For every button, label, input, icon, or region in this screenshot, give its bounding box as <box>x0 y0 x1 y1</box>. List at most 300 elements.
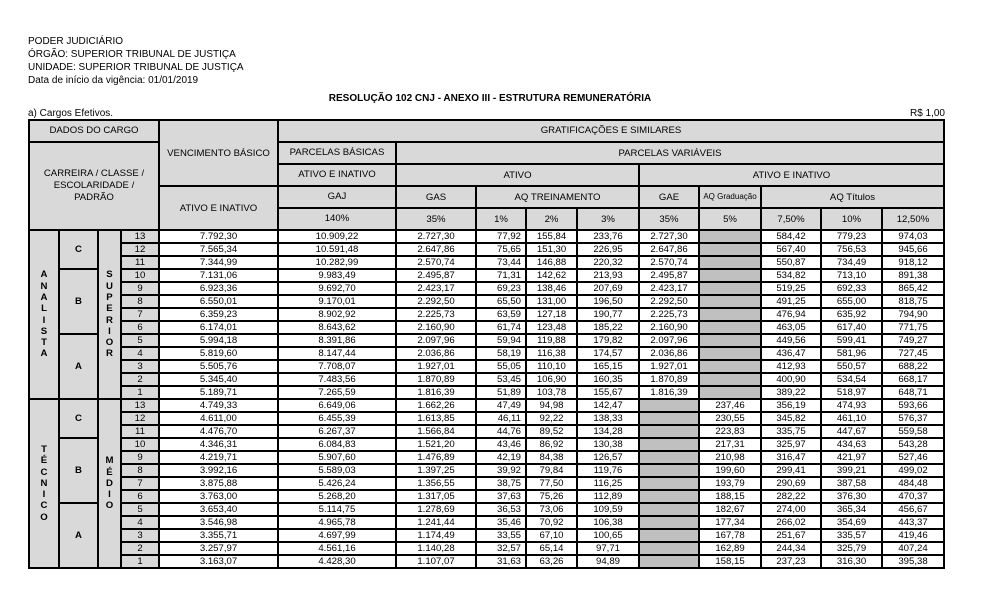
cell-gaj: 8.902,92 <box>278 308 396 321</box>
cell-t125: 576,37 <box>882 412 944 425</box>
cell-t10: 421,97 <box>821 451 882 464</box>
cell-t1: 53,45 <box>476 373 526 386</box>
cell-venc: 6.923,36 <box>159 282 278 295</box>
cell-gaj: 4.428,30 <box>278 555 396 568</box>
cell-gaj: 10.909,22 <box>278 230 396 243</box>
cell-gae: 2.097,96 <box>639 334 699 347</box>
table-row <box>29 334 944 347</box>
cell-gae: 2.036,86 <box>639 347 699 360</box>
cell-t75: 550,87 <box>761 256 821 269</box>
cell-gas: 1.241,44 <box>396 516 476 529</box>
analista-escolaridade-label: S U P E R I O R <box>98 230 121 399</box>
cell-t1: 37,63 <box>476 490 526 503</box>
cell-grad <box>699 321 761 334</box>
cell-gae: 2.160,90 <box>639 321 699 334</box>
table-row <box>29 412 944 425</box>
header-line-orgao: ÓRGÃO: SUPERIOR TRIBUNAL DE JUSTIÇA <box>28 49 236 60</box>
cell-venc: 3.875,88 <box>159 477 278 490</box>
table-row <box>29 295 944 308</box>
cell-t125: 974,03 <box>882 230 944 243</box>
cell-gae <box>639 542 699 555</box>
cell-t1: 59,94 <box>476 334 526 347</box>
section-subtitle: a) Cargos Efetivos. <box>28 108 114 119</box>
cell-t75: 534,82 <box>761 269 821 282</box>
header-vencimento-basico: VENCIMENTO BÁSICO <box>159 120 278 186</box>
cell-t125: 419,46 <box>882 529 944 542</box>
cell-t1: 35,46 <box>476 516 526 529</box>
table-row <box>29 321 944 334</box>
cell-gaj: 6.084,83 <box>278 438 396 451</box>
cell-grad <box>699 360 761 373</box>
header-gratificacoes: GRATIFICAÇÕES E SIMILARES <box>278 120 944 142</box>
pct-titulos-10: 10% <box>821 208 882 230</box>
cell-venc: 4.219,71 <box>159 451 278 464</box>
table-row <box>29 386 944 399</box>
cell-grad: 217,31 <box>699 438 761 451</box>
cell-venc: 4.749,33 <box>159 399 278 412</box>
header-parcelas-variaveis: PARCELAS VARIÁVEIS <box>396 142 944 164</box>
cell-grad <box>699 243 761 256</box>
cell-gas: 1.107,07 <box>396 555 476 568</box>
cell-gaj: 7.708,07 <box>278 360 396 373</box>
header-dados-do-cargo: DADOS DO CARGO <box>29 120 159 142</box>
cell-t125: 727,45 <box>882 347 944 360</box>
cell-grad <box>699 256 761 269</box>
cell-grad <box>699 308 761 321</box>
cell-t10: 734,49 <box>821 256 882 269</box>
cell-venc: 3.763,00 <box>159 490 278 503</box>
cell-t2: 116,38 <box>526 347 577 360</box>
cell-gas: 1.870,89 <box>396 373 476 386</box>
cell-t3: 165,15 <box>577 360 639 373</box>
cell-t75: 316,47 <box>761 451 821 464</box>
padrao-cell: 4 <box>121 516 159 529</box>
cell-t2: 63,26 <box>526 555 577 568</box>
cell-t125: 456,67 <box>882 503 944 516</box>
cell-t1: 69,23 <box>476 282 526 295</box>
cell-t75: 567,40 <box>761 243 821 256</box>
cell-t75: 463,05 <box>761 321 821 334</box>
cell-t3: 179,82 <box>577 334 639 347</box>
cell-venc: 4.476,70 <box>159 425 278 438</box>
table-row <box>29 555 944 568</box>
cell-t3: 134,28 <box>577 425 639 438</box>
padrao-cell: 6 <box>121 490 159 503</box>
cell-t1: 51,89 <box>476 386 526 399</box>
cell-gaj: 5.426,24 <box>278 477 396 490</box>
cell-t75: 356,19 <box>761 399 821 412</box>
cell-gae <box>639 412 699 425</box>
cell-gaj: 5.268,20 <box>278 490 396 503</box>
cell-t125: 749,27 <box>882 334 944 347</box>
cell-t75: 412,93 <box>761 360 821 373</box>
cell-gas: 1.317,05 <box>396 490 476 503</box>
cell-gaj: 9.983,49 <box>278 269 396 282</box>
cell-gaj: 6.267,37 <box>278 425 396 438</box>
padrao-cell: 10 <box>121 269 159 282</box>
table-row <box>29 269 944 282</box>
cell-t2: 92,22 <box>526 412 577 425</box>
padrao-cell: 9 <box>121 451 159 464</box>
table-row <box>29 256 944 269</box>
cell-venc: 5.505,76 <box>159 360 278 373</box>
cell-venc: 3.355,71 <box>159 529 278 542</box>
cell-t75: 400,90 <box>761 373 821 386</box>
header-line-vigencia: Data de início da vigência: 01/01/2019 <box>28 75 199 86</box>
padrao-cell: 13 <box>121 230 159 243</box>
cell-t3: 109,59 <box>577 503 639 516</box>
cell-t10: 399,21 <box>821 464 882 477</box>
table-row <box>29 438 944 451</box>
cell-t10: 655,00 <box>821 295 882 308</box>
cell-gae <box>639 529 699 542</box>
cell-t10: 581,96 <box>821 347 882 360</box>
cell-t1: 55,05 <box>476 360 526 373</box>
table-row <box>29 347 944 360</box>
cell-t125: 891,38 <box>882 269 944 282</box>
cell-gae <box>639 490 699 503</box>
cell-t1: 39,92 <box>476 464 526 477</box>
cell-t1: 38,75 <box>476 477 526 490</box>
cell-t10: 550,57 <box>821 360 882 373</box>
cell-gae: 1.816,39 <box>639 386 699 399</box>
cell-t75: 436,47 <box>761 347 821 360</box>
header-parcelas-basicas: PARCELAS BÁSICAS <box>278 142 396 164</box>
cell-t75: 389,22 <box>761 386 821 399</box>
cell-grad <box>699 282 761 295</box>
pct-aq-graduacao: 5% <box>699 208 761 230</box>
cell-gaj: 10.282,99 <box>278 256 396 269</box>
cell-venc: 7.792,30 <box>159 230 278 243</box>
cell-t75: 299,41 <box>761 464 821 477</box>
table-row <box>29 425 944 438</box>
cell-t125: 527,46 <box>882 451 944 464</box>
cell-gaj: 7.483,56 <box>278 373 396 386</box>
table-row <box>29 542 944 555</box>
cell-t2: 138,46 <box>526 282 577 295</box>
cell-t125: 543,28 <box>882 438 944 451</box>
cell-t2: 73,06 <box>526 503 577 516</box>
cell-t75: 237,23 <box>761 555 821 568</box>
cell-t2: 75,26 <box>526 490 577 503</box>
cell-t10: 376,30 <box>821 490 882 503</box>
cell-t1: 33,55 <box>476 529 526 542</box>
padrao-cell: 5 <box>121 503 159 516</box>
cell-t3: 142,47 <box>577 399 639 412</box>
cell-gas: 2.160,90 <box>396 321 476 334</box>
cell-t10: 365,34 <box>821 503 882 516</box>
table-row <box>29 464 944 477</box>
pct-titulos-12-50: 12,50% <box>882 208 944 230</box>
cell-venc: 7.344,99 <box>159 256 278 269</box>
cell-gae: 2.423,17 <box>639 282 699 295</box>
cell-t3: 233,76 <box>577 230 639 243</box>
cell-t1: 58,19 <box>476 347 526 360</box>
cell-gae: 2.570,74 <box>639 256 699 269</box>
cell-t1: 71,31 <box>476 269 526 282</box>
cell-t10: 387,58 <box>821 477 882 490</box>
cell-gae <box>639 425 699 438</box>
header-aq-titulos: AQ Títulos <box>761 186 944 208</box>
table-row <box>29 516 944 529</box>
cell-gas: 2.495,87 <box>396 269 476 282</box>
cell-grad: 210,98 <box>699 451 761 464</box>
cell-venc: 7.565,34 <box>159 243 278 256</box>
cell-gaj: 9.692,70 <box>278 282 396 295</box>
header-variaveis-ativo-inativo: ATIVO E INATIVO <box>639 164 944 186</box>
cell-gas: 2.423,17 <box>396 282 476 295</box>
cell-t2: 70,92 <box>526 516 577 529</box>
padrao-cell: 9 <box>121 282 159 295</box>
currency-unit: R$ 1,00 <box>909 108 945 119</box>
cell-gaj: 10.591,48 <box>278 243 396 256</box>
cell-t125: 484,48 <box>882 477 944 490</box>
padrao-cell: 3 <box>121 360 159 373</box>
cell-t75: 282,22 <box>761 490 821 503</box>
padrao-cell: 3 <box>121 529 159 542</box>
cell-gas: 2.097,96 <box>396 334 476 347</box>
tecnico-classe-b: B <box>59 438 98 503</box>
cell-t10: 713,10 <box>821 269 882 282</box>
header-carreira-classe: CARREIRA / CLASSE / ESCOLARIDADE / PADRÃO <box>29 142 159 230</box>
cell-gaj: 8.147,44 <box>278 347 396 360</box>
cell-t1: 61,74 <box>476 321 526 334</box>
cell-t10: 534,54 <box>821 373 882 386</box>
cell-t2: 77,50 <box>526 477 577 490</box>
cell-venc: 3.653,40 <box>159 503 278 516</box>
pct-gas: 35% <box>396 208 476 230</box>
cell-t2: 131,00 <box>526 295 577 308</box>
cell-grad: 177,34 <box>699 516 761 529</box>
cell-t1: 46,11 <box>476 412 526 425</box>
cell-t3: 138,33 <box>577 412 639 425</box>
cell-t75: 449,56 <box>761 334 821 347</box>
cell-t75: 335,75 <box>761 425 821 438</box>
padrao-cell: 11 <box>121 256 159 269</box>
cell-t125: 688,22 <box>882 360 944 373</box>
cell-venc: 6.174,01 <box>159 321 278 334</box>
table-row <box>29 490 944 503</box>
cell-venc: 7.131,06 <box>159 269 278 282</box>
padrao-cell: 12 <box>121 243 159 256</box>
cell-t1: 31,63 <box>476 555 526 568</box>
cell-gas: 2.036,86 <box>396 347 476 360</box>
cell-gas: 1.397,25 <box>396 464 476 477</box>
cell-grad: 223,83 <box>699 425 761 438</box>
analista-classe-b: B <box>59 269 98 334</box>
analista-classe-c: C <box>59 230 98 269</box>
cell-t10: 635,92 <box>821 308 882 321</box>
header-aq-graduacao: AQ Graduação <box>699 186 761 208</box>
cell-grad: 230,55 <box>699 412 761 425</box>
header-gas: GAS <box>396 186 476 208</box>
cell-t10: 692,33 <box>821 282 882 295</box>
cell-venc: 4.611,00 <box>159 412 278 425</box>
cell-t1: 32,57 <box>476 542 526 555</box>
header-line-poder: PODER JUDICIÁRIO <box>28 36 124 47</box>
tecnico-classe-c: C <box>59 399 98 438</box>
cell-t3: 213,93 <box>577 269 639 282</box>
cell-t2: 84,38 <box>526 451 577 464</box>
header-ativo: ATIVO <box>396 164 639 186</box>
cell-t75: 584,42 <box>761 230 821 243</box>
cell-gaj: 6.649,06 <box>278 399 396 412</box>
header-vencimento-ativo-inativo: ATIVO E INATIVO <box>159 186 278 230</box>
padrao-cell: 4 <box>121 347 159 360</box>
cell-t125: 499,02 <box>882 464 944 477</box>
cell-venc: 6.550,01 <box>159 295 278 308</box>
header-basicas-ativo-inativo: ATIVO E INATIVO <box>278 164 396 186</box>
cell-t10: 354,69 <box>821 516 882 529</box>
cell-grad: 193,79 <box>699 477 761 490</box>
cell-gas: 1.927,01 <box>396 360 476 373</box>
cell-gae <box>639 477 699 490</box>
header-gae: GAE <box>639 186 699 208</box>
cell-gaj: 5.589,03 <box>278 464 396 477</box>
pct-treinamento-1: 1% <box>476 208 526 230</box>
padrao-cell: 12 <box>121 412 159 425</box>
pct-treinamento-2: 2% <box>526 208 577 230</box>
cell-venc: 3.546,98 <box>159 516 278 529</box>
cell-t75: 519,25 <box>761 282 821 295</box>
cell-venc: 5.345,40 <box>159 373 278 386</box>
cell-t75: 290,69 <box>761 477 821 490</box>
pct-titulos-7-50: 7,50% <box>761 208 821 230</box>
document-title: RESOLUÇÃO 102 CNJ - ANEXO III - ESTRUTURA REMUNERATÓRIA <box>328 93 652 104</box>
table-row <box>29 399 944 412</box>
cell-t125: 559,58 <box>882 425 944 438</box>
cell-gas: 1.566,84 <box>396 425 476 438</box>
cell-gaj: 4.965,78 <box>278 516 396 529</box>
cell-grad: 158,15 <box>699 555 761 568</box>
cell-gae <box>639 438 699 451</box>
cell-t3: 130,38 <box>577 438 639 451</box>
cell-gae <box>639 555 699 568</box>
cell-grad: 167,78 <box>699 529 761 542</box>
cell-venc: 6.359,23 <box>159 308 278 321</box>
cell-gas: 1.662,26 <box>396 399 476 412</box>
cell-gae: 1.927,01 <box>639 360 699 373</box>
cell-t10: 617,40 <box>821 321 882 334</box>
padrao-cell: 8 <box>121 464 159 477</box>
cell-t3: 112,89 <box>577 490 639 503</box>
cell-t125: 593,66 <box>882 399 944 412</box>
cell-gas: 1.356,55 <box>396 477 476 490</box>
cell-t3: 160,35 <box>577 373 639 386</box>
cell-gas: 1.140,28 <box>396 542 476 555</box>
padrao-cell: 1 <box>121 386 159 399</box>
cell-t2: 110,10 <box>526 360 577 373</box>
tecnico-escolaridade-label: M É D I O <box>98 399 121 568</box>
cell-t10: 474,93 <box>821 399 882 412</box>
cell-t75: 325,97 <box>761 438 821 451</box>
cell-t125: 945,66 <box>882 243 944 256</box>
cell-gas: 2.292,50 <box>396 295 476 308</box>
cell-gaj: 6.455,39 <box>278 412 396 425</box>
cell-grad: 182,67 <box>699 503 761 516</box>
table-row <box>29 282 944 295</box>
cell-t3: 207,69 <box>577 282 639 295</box>
cell-gae <box>639 451 699 464</box>
cell-t1: 43,46 <box>476 438 526 451</box>
cell-t75: 251,67 <box>761 529 821 542</box>
remuneration-table <box>28 119 945 569</box>
cell-gae: 2.647,86 <box>639 243 699 256</box>
cell-t125: 470,37 <box>882 490 944 503</box>
padrao-cell: 11 <box>121 425 159 438</box>
cell-t10: 756,53 <box>821 243 882 256</box>
cell-t75: 476,94 <box>761 308 821 321</box>
cell-grad <box>699 230 761 243</box>
header-line-unidade: UNIDADE: SUPERIOR TRIBUNAL DE JUSTIÇA <box>28 62 244 73</box>
pct-treinamento-3: 3% <box>577 208 639 230</box>
cell-gaj: 4.561,16 <box>278 542 396 555</box>
padrao-cell: 5 <box>121 334 159 347</box>
cell-venc: 5.819,60 <box>159 347 278 360</box>
cell-gae: 2.727,30 <box>639 230 699 243</box>
cell-gaj: 5.907,60 <box>278 451 396 464</box>
cell-t3: 226,95 <box>577 243 639 256</box>
cell-gaj: 5.114,75 <box>278 503 396 516</box>
cell-t75: 274,00 <box>761 503 821 516</box>
cell-t75: 491,25 <box>761 295 821 308</box>
cell-t1: 44,76 <box>476 425 526 438</box>
cell-gas: 2.727,30 <box>396 230 476 243</box>
cell-gaj: 8.643,62 <box>278 321 396 334</box>
cell-t3: 119,76 <box>577 464 639 477</box>
cell-gas: 1.613,85 <box>396 412 476 425</box>
analista-classe-a: A <box>59 334 98 399</box>
cell-t10: 447,67 <box>821 425 882 438</box>
cell-gae: 1.870,89 <box>639 373 699 386</box>
padrao-cell: 2 <box>121 542 159 555</box>
cell-t3: 190,77 <box>577 308 639 321</box>
cell-t3: 97,71 <box>577 542 639 555</box>
cell-venc: 3.257,97 <box>159 542 278 555</box>
table-row <box>29 503 944 516</box>
cell-t2: 106,90 <box>526 373 577 386</box>
cell-venc: 3.992,16 <box>159 464 278 477</box>
cell-t10: 325,79 <box>821 542 882 555</box>
cell-t75: 345,82 <box>761 412 821 425</box>
cell-t3: 196,50 <box>577 295 639 308</box>
cell-grad <box>699 373 761 386</box>
cell-gas: 1.174,49 <box>396 529 476 542</box>
padrao-cell: 7 <box>121 308 159 321</box>
cell-t10: 434,63 <box>821 438 882 451</box>
cell-t2: 151,30 <box>526 243 577 256</box>
cell-t125: 918,12 <box>882 256 944 269</box>
cell-gas: 1.476,89 <box>396 451 476 464</box>
cell-venc: 5.189,71 <box>159 386 278 399</box>
cell-gas: 2.647,86 <box>396 243 476 256</box>
cell-grad <box>699 386 761 399</box>
cell-t3: 106,38 <box>577 516 639 529</box>
cell-t2: 142,62 <box>526 269 577 282</box>
table-row <box>29 360 944 373</box>
cell-t1: 65,50 <box>476 295 526 308</box>
cell-t2: 65,14 <box>526 542 577 555</box>
cell-grad <box>699 295 761 308</box>
cell-gas: 1.278,69 <box>396 503 476 516</box>
cell-grad: 162,89 <box>699 542 761 555</box>
cell-t125: 395,38 <box>882 555 944 568</box>
cell-gaj: 9.170,01 <box>278 295 396 308</box>
cell-grad: 237,46 <box>699 399 761 412</box>
cell-venc: 5.994,18 <box>159 334 278 347</box>
cell-gaj: 8.391,86 <box>278 334 396 347</box>
padrao-cell: 8 <box>121 295 159 308</box>
